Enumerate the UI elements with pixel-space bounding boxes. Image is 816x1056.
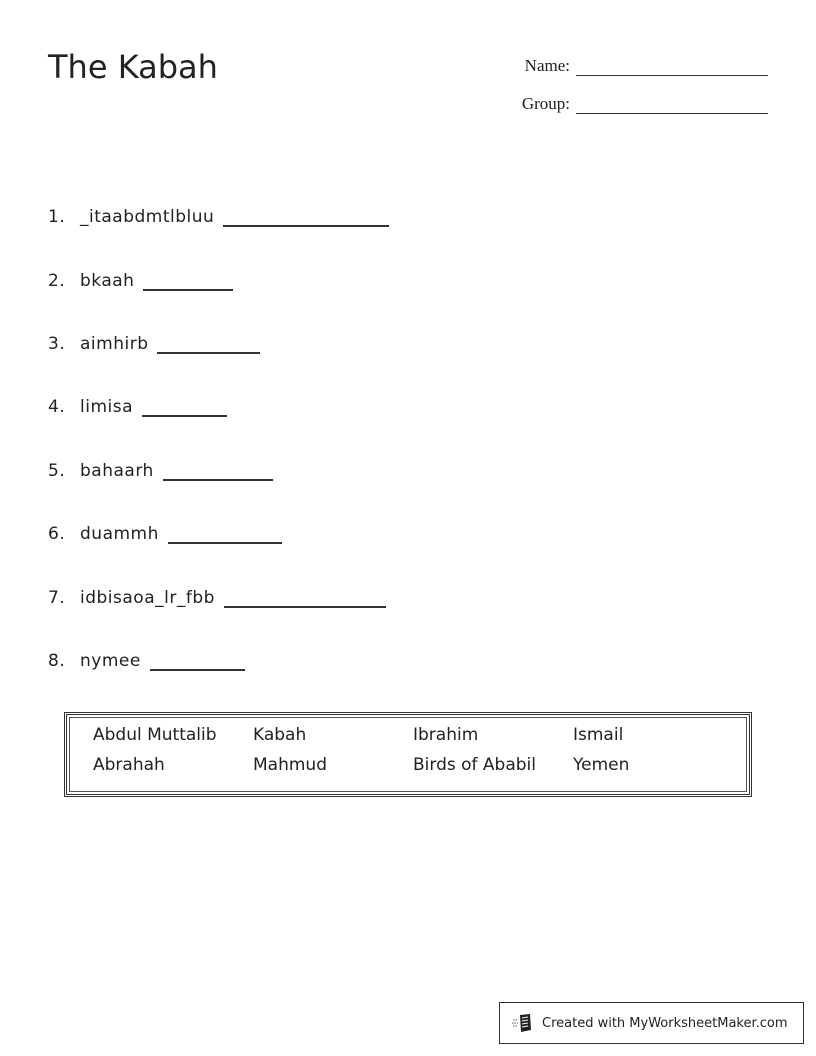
question-number: 6. <box>48 524 66 544</box>
page-title: The Kabah <box>48 48 218 86</box>
footer-text: Created with MyWorksheetMaker.com <box>542 1015 788 1031</box>
footer-credit[interactable] <box>499 1002 804 1044</box>
word-bank-item: Ibrahim <box>413 725 479 745</box>
scrambled-word: duammh <box>80 524 159 544</box>
scrambled-word: bahaarh <box>80 461 154 481</box>
word-bank-item: Kabah <box>253 725 307 745</box>
word-bank-item: Mahmud <box>253 755 327 775</box>
question-number: 3. <box>48 334 66 354</box>
word-bank-item: Ismail <box>573 725 624 745</box>
question-6 <box>48 524 282 544</box>
question-3 <box>48 334 260 354</box>
word-bank-item: Abrahah <box>93 755 165 775</box>
scrambled-word: idbisaoa_lr_fbb <box>80 588 215 608</box>
answer-blank[interactable] <box>223 211 389 227</box>
answer-blank[interactable] <box>224 592 386 608</box>
question-4 <box>48 397 227 417</box>
scrambled-word: bkaah <box>80 271 135 291</box>
answer-blank[interactable] <box>142 401 227 417</box>
question-2 <box>48 271 233 291</box>
scrambled-word: nymee <box>80 651 141 671</box>
word-bank-item: Abdul Muttalib <box>93 725 217 745</box>
question-1 <box>48 207 389 227</box>
answer-blank[interactable] <box>150 655 245 671</box>
name-label: Name: <box>524 56 570 75</box>
question-number: 1. <box>48 207 66 227</box>
scrambled-word: _itaabdmtlbluu <box>80 207 215 227</box>
group-label: Group: <box>521 94 570 113</box>
question-5 <box>48 461 273 481</box>
name-blank-line[interactable] <box>576 57 768 76</box>
question-number: 2. <box>48 271 66 291</box>
group-blank-line[interactable] <box>576 95 768 114</box>
word-bank <box>64 712 752 797</box>
scrambled-word: aimhirb <box>80 334 149 354</box>
question-7 <box>48 588 386 608</box>
word-bank-item: Yemen <box>573 755 630 775</box>
question-8 <box>48 651 245 671</box>
answer-blank[interactable] <box>157 338 260 354</box>
answer-blank[interactable] <box>168 528 282 544</box>
question-number: 4. <box>48 397 66 417</box>
answer-blank[interactable] <box>143 275 233 291</box>
word-bank-item: Birds of Ababil <box>413 755 536 775</box>
question-number: 8. <box>48 651 66 671</box>
question-number: 5. <box>48 461 66 481</box>
group-field-row <box>500 94 768 114</box>
name-field-row <box>500 56 768 76</box>
scrambled-word: limisa <box>80 397 134 417</box>
question-number: 7. <box>48 588 66 608</box>
answer-blank[interactable] <box>163 465 273 481</box>
worksheet-maker-logo-icon <box>512 1012 534 1034</box>
